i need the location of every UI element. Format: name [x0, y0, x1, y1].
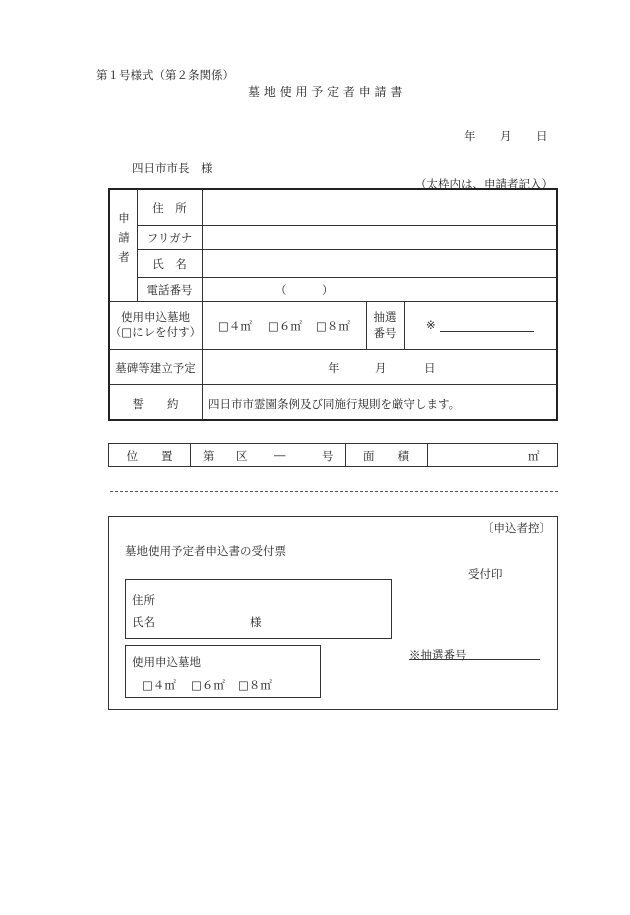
plot-option-6-checkbox[interactable]: □６㎡ — [268, 319, 302, 333]
section-dash: ― — [274, 448, 286, 462]
section-go: 号 — [322, 449, 334, 463]
tombstone-day: 日 — [424, 361, 436, 375]
tombstone-month: 月 — [375, 361, 387, 375]
lottery-label-line1: 抽選 — [373, 310, 397, 324]
address-label: 住 所 — [152, 201, 187, 215]
receipt-title: 墓地使用予定者申込書の受付票 — [125, 544, 286, 558]
grid-line — [404, 301, 405, 349]
document-title: 墓 地 使 用 予 定 者 申 請 書 — [248, 85, 403, 99]
cut-line — [110, 491, 558, 492]
plot-option-4-checkbox[interactable]: □４㎡ — [218, 319, 252, 333]
grid-line — [109, 384, 557, 385]
lottery-mark: ※ — [426, 318, 436, 332]
lottery-label-line2: 番号 — [373, 326, 397, 340]
date-month-label: 月 — [500, 129, 512, 143]
area-label: 面 積 — [363, 449, 409, 463]
receipt-name-box — [125, 579, 392, 639]
section-dai: 第 — [203, 449, 215, 463]
receipt-lottery-label: ※抽選番号 — [409, 648, 467, 662]
pledge-label: 誓 約 — [132, 397, 179, 411]
receipt-option-8-checkbox[interactable]: □８㎡ — [238, 678, 272, 692]
date-year-label: 年 — [464, 129, 476, 143]
plot-label-line1: 使用申込墓地 — [121, 310, 190, 324]
furigana-field[interactable] — [203, 226, 557, 249]
addressee: 四日市市長 様 — [132, 161, 213, 175]
copy-label: 〔申込者控〕 — [482, 521, 551, 535]
entry-note: （太枠内は、申請者記入） — [415, 177, 553, 191]
receipt-plot-label: 使用申込墓地 — [132, 655, 201, 669]
grid-line — [427, 443, 428, 467]
plot-option-8-checkbox[interactable]: □８㎡ — [316, 319, 350, 333]
receipt-sama: 様 — [250, 615, 262, 629]
receipt-option-6-checkbox[interactable]: □６㎡ — [191, 678, 225, 692]
grid-line — [109, 301, 557, 302]
pledge-text: 四日市市霊園条例及び同施行規則を厳守します。 — [208, 397, 461, 411]
tombstone-year: 年 — [328, 361, 340, 375]
lottery-number-underline[interactable] — [440, 331, 534, 332]
furigana-label: フリガナ — [146, 231, 193, 245]
plot-label-line2: （□にレを付す） — [109, 325, 202, 339]
position-label: 位 置 — [126, 449, 173, 463]
name-field[interactable] — [203, 250, 557, 277]
section-ku: 区 — [236, 449, 248, 463]
applicant-group-label: 申請者 — [117, 212, 131, 271]
phone-label: 電話番号 — [146, 283, 193, 297]
receipt-address-label: 住所 — [132, 593, 155, 607]
area-unit: ㎡ — [528, 449, 540, 463]
receipt-lottery-underline[interactable] — [409, 659, 540, 660]
phone-field[interactable] — [203, 278, 557, 301]
phone-paren-open: （ — [275, 283, 287, 297]
phone-paren-close: ） — [322, 283, 334, 297]
tombstone-label: 墓碑等建立予定 — [115, 361, 196, 375]
name-label: 氏 名 — [152, 257, 187, 271]
stamp-label: 受付印 — [468, 567, 503, 581]
address-field[interactable] — [203, 190, 557, 225]
receipt-name-label: 氏名 — [132, 615, 155, 629]
receipt-option-4-checkbox[interactable]: □４㎡ — [142, 678, 176, 692]
grid-line — [109, 349, 557, 350]
date-day-label: 日 — [536, 129, 548, 143]
form-number: 第１号様式（第２条関係） — [96, 68, 234, 82]
grid-line — [190, 443, 191, 467]
